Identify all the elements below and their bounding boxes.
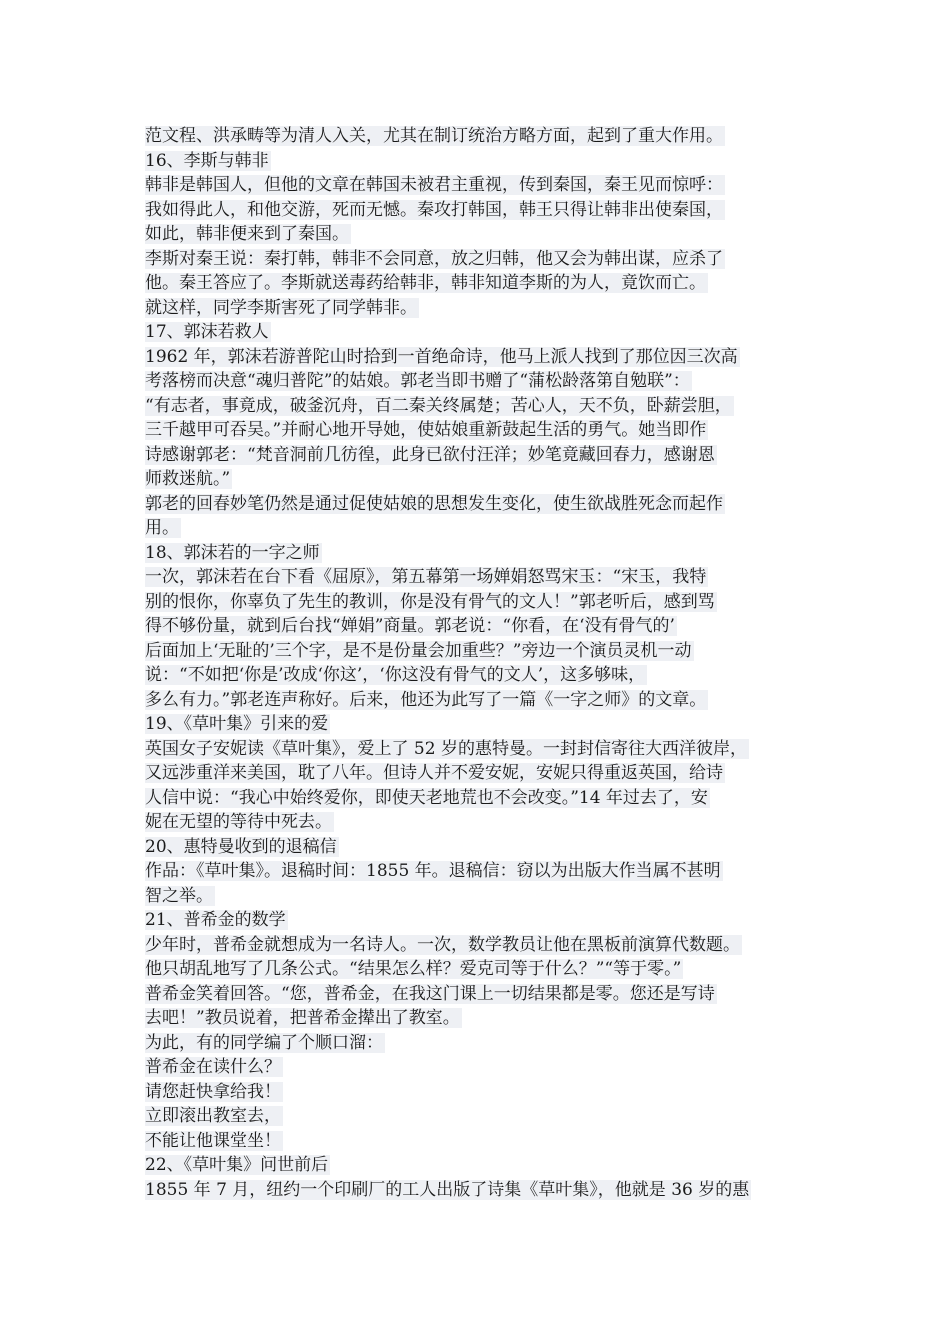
text-line: 去吧！”教员说着，把普希金撵出了教室。 bbox=[145, 1008, 460, 1028]
text-line: 如此，韩非便来到了秦国。 bbox=[145, 224, 349, 244]
text-line: 用。 bbox=[145, 518, 179, 538]
text-line: 范文程、洪承畴等为清人入关，尤其在制订统治方略方面，起到了重大作用。 bbox=[145, 126, 723, 146]
document-body bbox=[145, 124, 845, 1202]
text-line: 诗感谢郭老：“梵音洞前几彷徨，此身已欲付汪洋；妙笔竟藏回春力，感谢恩 bbox=[145, 444, 715, 465]
text-line: 郭老的回春妙笔仍然是通过促使姑娘的思想发生变化，使生欲战胜死念而起作 bbox=[145, 493, 723, 514]
poem-line: 普希金在读什么？ bbox=[145, 1057, 281, 1077]
text-line: 考落榜而决意“魂归普陀”的姑娘。郭老当即书赠了“蒲松龄落第自勉联”： bbox=[145, 371, 690, 391]
text-line: 1855 年 7 月，纽约一个印刷厂的工人出版了诗集《草叶集》，他就是 36 岁的惠 bbox=[145, 1179, 750, 1200]
text-line: 就这样，同学李斯害死了同学韩非。 bbox=[145, 297, 417, 318]
text-line: 三千越甲可吞吴。”并耐心地开导她，使姑娘重新鼓起生活的勇气。她当即作 bbox=[145, 420, 707, 440]
text-line: 多么有力。”郭老连声称好。后来，他还为此写了一篇《一字之师》的文章。 bbox=[145, 689, 707, 710]
poem-line: 立即滚出教室去， bbox=[145, 1106, 281, 1126]
text-line: 我如得此人，和他交游，死而无憾。秦攻打韩国，韩王只得让韩非出使秦国， bbox=[145, 199, 723, 220]
text-line: “有志者，事竟成，破釜沉舟，百二秦关终属楚；苦心人，天不负，卧薪尝胆， bbox=[145, 395, 732, 416]
text-line: 人信中说：“我心中始终爱你，即使天老地荒也不会改变。”14 年过去了，安 bbox=[145, 787, 708, 808]
section-heading: 20、惠特曼收到的退稿信 bbox=[145, 836, 337, 857]
text-line: 后面加上‘无耻的’三个字，是不是份量会加重些？”旁边一个演员灵机一动 bbox=[145, 640, 692, 661]
text-line: 1962 年，郭沫若游普陀山时拾到一首绝命诗，他马上派人找到了那位因三次高 bbox=[145, 346, 738, 367]
section-heading: 19、《草叶集》引来的爱 bbox=[145, 714, 329, 734]
section-heading: 21、普希金的数学 bbox=[145, 910, 286, 930]
text-line: 英国女子安妮读《草叶集》，爱上了 52 岁的惠特曼。一封封信寄往大西洋彼岸， bbox=[145, 738, 747, 759]
text-line: 他只胡乱地写了几条公式。“结果怎么样？爱克司等于什么？”“等于零。” bbox=[145, 959, 682, 979]
text-line: 李斯对秦王说：秦打韩，韩非不会同意，放之归韩，他又会为韩出谋，应杀了 bbox=[145, 248, 723, 269]
poem-line: 不能让他课堂坐！ bbox=[145, 1130, 281, 1151]
section-heading: 22、《草叶集》问世前后 bbox=[145, 1155, 329, 1175]
text-line: 师救迷航。” bbox=[145, 469, 231, 489]
text-line: 他。秦王答应了。李斯就送毒药给韩非，韩非知道李斯的为人，竟饮而亡。 bbox=[145, 273, 706, 293]
section-heading: 17、郭沫若救人 bbox=[145, 322, 269, 342]
text-line: 别的恨你，你辜负了先生的教训，你是没有骨气的文人！”郭老听后，感到骂 bbox=[145, 591, 715, 612]
text-line: 一次，郭沫若在台下看《屈原》，第五幕第一场婵娟怒骂宋玉：“宋玉，我特 bbox=[145, 567, 707, 587]
section-heading: 16、李斯与韩非 bbox=[145, 150, 269, 171]
text-line: 韩非是韩国人，但他的文章在韩国未被君主重视，传到秦国，秦王见而惊呼： bbox=[145, 175, 723, 195]
text-line: 又远涉重洋来美国，耽了八年。但诗人并不爱安妮，安妮只得重返英国，给诗 bbox=[145, 763, 723, 783]
poem-line: 请您赶快拿给我！ bbox=[145, 1081, 281, 1102]
text-line: 说：“不如把‘你是’改成‘你这’，‘你这没有骨气的文人’，这多够味， bbox=[145, 665, 646, 685]
text-line: 为此，有的同学编了个顺口溜： bbox=[145, 1032, 383, 1053]
text-line: 妮在无望的等待中死去。 bbox=[145, 812, 332, 832]
section-heading: 18、郭沫若的一字之师 bbox=[145, 542, 320, 563]
text-line: 作品：《草叶集》。退稿时间：1855 年。退稿信：窃以为出版大作当属不甚明 bbox=[145, 861, 721, 881]
text-line: 少年时，普希金就想成为一名诗人。一次，数学教员让他在黑板前演算代数题。 bbox=[145, 934, 740, 955]
text-line: 智之举。 bbox=[145, 885, 213, 906]
text-line: 普希金笑着回答。“您，普希金，在我这门课上一切结果都是零。您还是写诗 bbox=[145, 983, 715, 1004]
text-line: 得不够份量，就到后台找“婵娟”商量。郭老说：“你看，在‘没有骨气的’ bbox=[145, 616, 675, 636]
